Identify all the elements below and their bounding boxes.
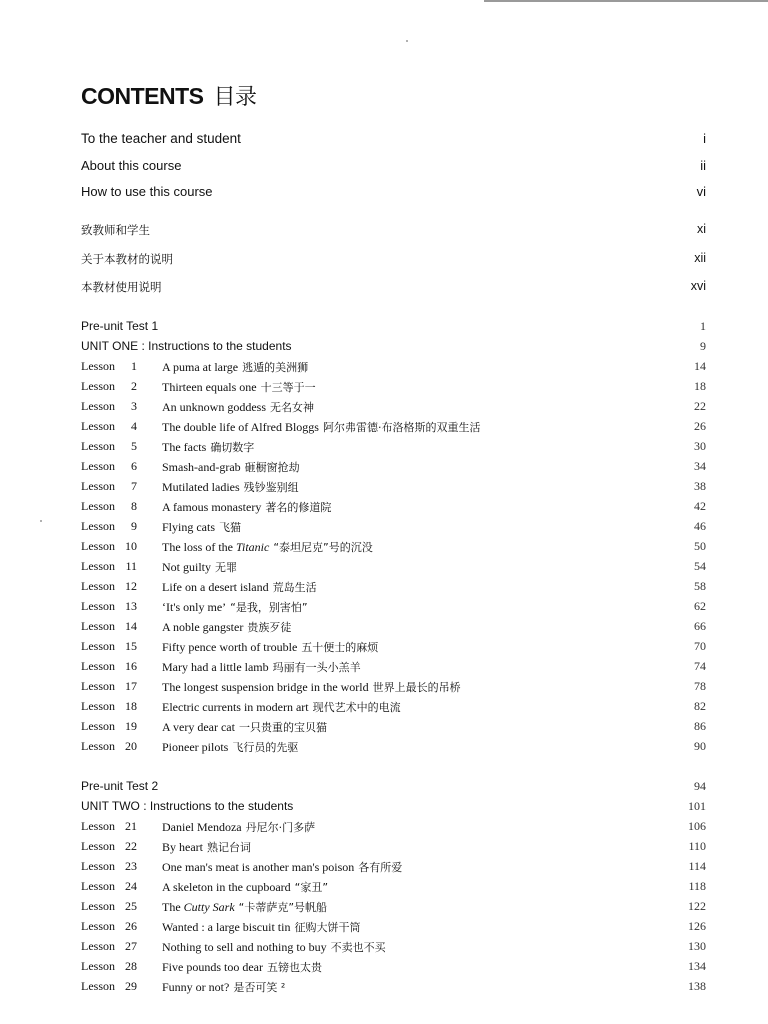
lesson-label (81, 899, 137, 914)
entry-page: xi (696, 222, 706, 236)
lesson-word: Lesson (81, 959, 115, 973)
entry-title: UNIT ONE : Instructions to the students (81, 339, 292, 353)
lesson-title-chinese: 十三等于一 (260, 381, 316, 394)
entry-page: vi (696, 184, 706, 199)
lesson-row-1[interactable] (81, 359, 706, 379)
lesson-title (162, 859, 402, 875)
lesson-title (162, 819, 315, 835)
lesson-title-chinese: 一只贵重的宝贝猫 (238, 721, 327, 734)
lesson-page: 106 (688, 819, 706, 833)
lesson-word: Lesson (81, 939, 115, 953)
lesson-title-chinese: 征购大饼干筒 (294, 921, 361, 934)
lesson-word: Lesson (81, 359, 115, 373)
lesson-number: 13 (125, 599, 137, 613)
lesson-word: Lesson (81, 519, 115, 533)
lesson-word: Lesson (81, 659, 115, 673)
lesson-row-22[interactable] (81, 839, 706, 859)
entry-title: 致教师和学生 (81, 223, 150, 237)
lesson-number: 2 (131, 379, 137, 393)
entry-title: About this course (81, 158, 182, 173)
lesson-title-chinese: 残钞鉴别组 (243, 481, 299, 494)
lesson-title-chinese: 阿尔弗雷德·布洛格斯的双重生活 (322, 421, 481, 434)
lesson-title-english: One man's meat is another man's poison (162, 860, 355, 874)
lesson-page: 62 (694, 599, 706, 613)
lesson-title-english: Thirteen equals one (162, 380, 257, 394)
lesson-label (81, 499, 137, 514)
lesson-title (162, 499, 331, 515)
lesson-title-chinese: 五镑也太贵 (267, 961, 322, 974)
toc-entry-teacher-student[interactable] (81, 131, 706, 151)
lesson-title-english: Fifty pence worth of trouble (162, 640, 298, 654)
lesson-number: 18 (125, 699, 137, 713)
lesson-title-chinese: 现代艺术中的电流 (312, 701, 401, 714)
lesson-title (162, 899, 327, 915)
lesson-page: 66 (694, 619, 706, 633)
lesson-title-english-prefix: The loss of the (162, 540, 236, 554)
lesson-row-26[interactable] (81, 919, 706, 939)
lesson-title-english: The double life of Alfred Bloggs (162, 420, 319, 434)
lesson-number: 11 (125, 559, 137, 573)
lesson-title (162, 539, 373, 555)
lesson-number: 6 (131, 459, 137, 473)
lesson-page: 126 (688, 919, 706, 933)
entry-page: i (703, 131, 706, 146)
lesson-title-english: Not guilty (162, 560, 212, 574)
lesson-title-english: Pioneer pilots (162, 740, 229, 754)
lesson-row-24[interactable] (81, 879, 706, 899)
lesson-word: Lesson (81, 419, 115, 433)
lesson-title-english-italic: Titanic (236, 540, 270, 554)
lesson-title-english: Wanted : a large biscuit tin (162, 920, 291, 934)
lesson-page: 86 (694, 719, 706, 733)
entry-page: xvi (690, 279, 706, 293)
lesson-number: 12 (125, 579, 137, 593)
lesson-word: Lesson (81, 899, 115, 913)
lesson-title-english: A skeleton in the cupboard (162, 880, 291, 894)
toc-entry-zh-teacher-student[interactable] (81, 222, 706, 242)
lesson-page: 78 (694, 679, 706, 693)
lesson-title-chinese: 荒岛生活 (272, 581, 317, 594)
lesson-title-chinese: 玛丽有一头小羔羊 (272, 661, 361, 674)
lesson-title-english: Smash-and-grab (162, 460, 241, 474)
lesson-title-chinese: 各有所爱 (358, 861, 403, 874)
lesson-word: Lesson (81, 839, 115, 853)
toc-entry-unit-two[interactable] (81, 799, 706, 819)
lesson-title (162, 919, 360, 935)
lesson-label (81, 619, 137, 634)
lesson-word: Lesson (81, 819, 115, 833)
lesson-row-13[interactable] (81, 599, 706, 619)
lesson-title (162, 479, 299, 495)
lesson-label (81, 399, 137, 414)
lesson-title-chinese: “家丑” (294, 881, 329, 894)
lesson-row-27[interactable] (81, 939, 706, 959)
title-english: CONTENTS (81, 83, 204, 109)
lesson-word: Lesson (81, 679, 115, 693)
lesson-row-12[interactable] (81, 579, 706, 599)
lesson-title (162, 659, 361, 675)
lesson-page: 22 (694, 399, 706, 413)
lesson-number: 3 (131, 399, 137, 413)
lesson-title-english: Mary had a little lamb (162, 660, 269, 674)
entry-page: 94 (694, 779, 706, 793)
lesson-page: 138 (688, 979, 706, 993)
lesson-page: 38 (694, 479, 706, 493)
lesson-row-6[interactable] (81, 459, 706, 479)
lesson-number: 25 (125, 899, 137, 913)
page-title (81, 80, 257, 111)
lesson-word: Lesson (81, 599, 115, 613)
lesson-label (81, 579, 137, 594)
lesson-page: 110 (688, 839, 706, 853)
lesson-row-21[interactable] (81, 819, 706, 839)
lesson-page: 14 (694, 359, 706, 373)
lesson-page: 26 (694, 419, 706, 433)
lesson-title-chinese: 飞猫 (219, 521, 241, 534)
lesson-title-english: Electric currents in modern art (162, 700, 309, 714)
lesson-title (162, 599, 308, 615)
lesson-title (162, 359, 308, 375)
lesson-page: 130 (688, 939, 706, 953)
lesson-label (81, 559, 137, 574)
lesson-number: 20 (125, 739, 137, 753)
lesson-row-3[interactable] (81, 399, 706, 419)
lesson-label (81, 639, 137, 654)
lesson-row-17[interactable] (81, 679, 706, 699)
lesson-title-english: Nothing to sell and nothing to buy (162, 940, 327, 954)
lesson-title-english: A puma at large (162, 360, 239, 374)
lesson-title (162, 619, 291, 635)
lesson-label (81, 379, 137, 394)
lesson-title (162, 939, 386, 955)
lesson-title (162, 719, 327, 735)
lesson-number: 21 (125, 819, 137, 833)
lesson-number: 22 (125, 839, 137, 853)
lesson-row-25[interactable] (81, 899, 706, 919)
lesson-page: 114 (688, 859, 706, 873)
lesson-row-29[interactable] (81, 979, 706, 999)
lesson-title (162, 399, 314, 415)
lesson-title (162, 559, 237, 575)
lesson-number: 19 (125, 719, 137, 733)
entry-title: To the teacher and student (81, 131, 241, 146)
lesson-title-english: Funny or not? (162, 980, 230, 994)
lesson-label (81, 519, 137, 534)
lesson-number: 7 (131, 479, 137, 493)
lesson-row-9[interactable] (81, 519, 706, 539)
lesson-label (81, 739, 137, 754)
toc-entry-about-course[interactable] (81, 158, 706, 178)
lesson-row-8[interactable] (81, 499, 706, 519)
lesson-title-english: A noble gangster (162, 620, 244, 634)
lesson-title-chinese: 世界上最长的吊桥 (372, 681, 461, 694)
lesson-label (81, 979, 137, 994)
lesson-label (81, 699, 137, 714)
lesson-page: 30 (694, 439, 706, 453)
lesson-label (81, 459, 137, 474)
lesson-row-11[interactable] (81, 559, 706, 579)
lesson-title (162, 679, 461, 695)
lesson-label (81, 679, 137, 694)
lesson-title-chinese: 飞行员的先驱 (232, 741, 299, 754)
lesson-title-chinese: 无名女神 (270, 401, 314, 414)
lesson-title-english-prefix: The (162, 900, 184, 914)
lesson-title (162, 579, 317, 595)
lesson-title (162, 839, 251, 855)
lesson-number: 26 (125, 919, 137, 933)
lesson-number: 9 (131, 519, 137, 533)
lesson-number: 8 (131, 499, 137, 513)
lesson-label (81, 659, 137, 674)
lesson-title-english-italic: Cutty Sark (183, 900, 235, 914)
entry-title: Pre-unit Test 2 (81, 779, 159, 793)
entry-page: 101 (688, 799, 706, 813)
lesson-label (81, 719, 137, 734)
lesson-label (81, 839, 137, 854)
lesson-title (162, 519, 241, 535)
lesson-title-chinese: “是我，别害怕” (230, 601, 308, 614)
lesson-title-english: The longest suspension bridge in the world (162, 680, 369, 694)
lesson-word: Lesson (81, 879, 115, 893)
lesson-row-10[interactable] (81, 539, 706, 559)
lesson-title-chinese: “卡蒂萨克”号帆船 (238, 901, 328, 914)
lesson-page: 90 (694, 739, 706, 753)
entry-title: 关于本教材的说明 (81, 252, 173, 266)
lesson-row-5[interactable] (81, 439, 706, 459)
lesson-label (81, 919, 137, 934)
lesson-number: 23 (125, 859, 137, 873)
lesson-label (81, 939, 137, 954)
lesson-title-chinese: 砸橱窗抢劫 (244, 461, 300, 474)
lesson-word: Lesson (81, 579, 115, 593)
lesson-page: 42 (694, 499, 706, 513)
lesson-word: Lesson (81, 919, 115, 933)
lesson-label (81, 359, 137, 374)
lesson-label (81, 859, 137, 874)
lesson-title (162, 979, 285, 995)
lesson-title (162, 639, 378, 655)
lesson-title-chinese: 逃遁的美洲狮 (242, 361, 309, 374)
lesson-title-english: ‘It's only me’ (162, 600, 227, 614)
lesson-word: Lesson (81, 559, 115, 573)
toc-entry-zh-how-to-use[interactable] (81, 279, 706, 299)
entry-page: xii (694, 251, 706, 265)
entry-page: ii (700, 158, 706, 173)
lesson-title-english: Daniel Mendoza (162, 820, 242, 834)
lesson-number: 16 (125, 659, 137, 673)
lesson-row-15[interactable] (81, 639, 706, 659)
lesson-word: Lesson (81, 719, 115, 733)
lesson-number: 17 (125, 679, 137, 693)
lesson-number: 28 (125, 959, 137, 973)
lesson-row-7[interactable] (81, 479, 706, 499)
lesson-label (81, 479, 137, 494)
toc-entry-unit-one[interactable] (81, 339, 706, 359)
toc-entry-zh-about-course[interactable] (81, 251, 706, 271)
lesson-title-english (162, 540, 269, 554)
lesson-page: 82 (694, 699, 706, 713)
lesson-page: 122 (688, 899, 706, 913)
lesson-title-english: Five pounds too dear (162, 960, 263, 974)
title-chinese: 目录 (213, 85, 257, 110)
lesson-word: Lesson (81, 379, 115, 393)
lesson-page: 58 (694, 579, 706, 593)
lesson-title (162, 959, 322, 975)
lesson-row-20[interactable] (81, 739, 706, 759)
lesson-title-chinese: 五十便士的麻烦 (301, 641, 379, 654)
lesson-title-english: Life on a desert island (162, 580, 269, 594)
lesson-title-english: Mutilated ladies (162, 480, 240, 494)
entry-page: 9 (700, 339, 706, 353)
toc-entry-pre-unit-test-2[interactable] (81, 779, 706, 799)
lesson-row-19[interactable] (81, 719, 706, 739)
lesson-row-23[interactable] (81, 859, 706, 879)
entry-title: UNIT TWO : Instructions to the students (81, 799, 294, 813)
lesson-page: 18 (694, 379, 706, 393)
entry-title: Pre-unit Test 1 (81, 319, 159, 333)
lesson-label (81, 539, 137, 554)
lesson-title-chinese: 不卖也不买 (330, 941, 386, 954)
lesson-page: 54 (694, 559, 706, 573)
lesson-label (81, 599, 137, 614)
lesson-word: Lesson (81, 639, 115, 653)
lesson-label (81, 879, 137, 894)
lesson-number: 29 (125, 979, 137, 993)
lesson-title-english: The facts (162, 440, 207, 454)
lesson-page: 70 (694, 639, 706, 653)
lesson-title (162, 699, 401, 715)
lesson-word: Lesson (81, 859, 115, 873)
lesson-page: 118 (688, 879, 706, 893)
lesson-word: Lesson (81, 979, 115, 993)
lesson-page: 46 (694, 519, 706, 533)
lesson-row-2[interactable] (81, 379, 706, 399)
lesson-word: Lesson (81, 539, 115, 553)
lesson-title (162, 379, 316, 395)
lesson-word: Lesson (81, 619, 115, 633)
lesson-number: 5 (131, 439, 137, 453)
entry-title: 本教材使用说明 (81, 280, 162, 294)
lesson-number: 27 (125, 939, 137, 953)
toc-entry-pre-unit-test-1[interactable] (81, 319, 706, 339)
lesson-page: 134 (688, 959, 706, 973)
lesson-title-chinese: 丹尼尔·门多萨 (245, 821, 316, 834)
lesson-title-chinese: “泰坦尼克”号的沉没 (273, 541, 373, 554)
lesson-label (81, 819, 137, 834)
lesson-number: 15 (125, 639, 137, 653)
lesson-title-english: A famous monastery (162, 500, 262, 514)
lesson-row-16[interactable] (81, 659, 706, 679)
lesson-row-14[interactable] (81, 619, 706, 639)
lesson-page: 34 (694, 459, 706, 473)
lesson-page: 74 (694, 659, 706, 673)
lesson-row-28[interactable] (81, 959, 706, 979)
lesson-title-english: By heart (162, 840, 203, 854)
lesson-word: Lesson (81, 479, 115, 493)
lesson-word: Lesson (81, 499, 115, 513)
toc-entry-how-to-use[interactable] (81, 184, 706, 204)
lesson-page: 50 (694, 539, 706, 553)
lesson-title-english (162, 900, 235, 914)
lesson-number: 10 (125, 539, 137, 553)
lesson-word: Lesson (81, 459, 115, 473)
entry-title: How to use this course (81, 184, 213, 199)
lesson-title (162, 419, 480, 435)
lesson-word: Lesson (81, 399, 115, 413)
lesson-title-chinese: 是否可笑 ² (233, 981, 286, 994)
lesson-word: Lesson (81, 739, 115, 753)
lesson-number: 4 (131, 419, 137, 433)
lesson-title-english: Flying cats (162, 520, 215, 534)
lesson-row-4[interactable] (81, 419, 706, 439)
lesson-word: Lesson (81, 699, 115, 713)
lesson-label (81, 439, 137, 454)
lesson-number: 1 (131, 359, 137, 373)
lesson-title (162, 879, 328, 895)
entry-page: 1 (700, 319, 706, 333)
lesson-title-chinese: 无罪 (215, 561, 238, 574)
lesson-number: 24 (125, 879, 137, 893)
lesson-title-english: A very dear cat (162, 720, 235, 734)
lesson-title (162, 459, 300, 475)
lesson-title (162, 739, 298, 755)
lesson-number: 14 (125, 619, 137, 633)
lesson-title-chinese: 确切数字 (210, 441, 255, 454)
lesson-label (81, 959, 137, 974)
lesson-title-chinese: 熟记台词 (207, 841, 251, 854)
lesson-label (81, 419, 137, 434)
lesson-row-18[interactable] (81, 699, 706, 719)
lesson-title-chinese: 著名的修道院 (265, 501, 332, 514)
lesson-title (162, 439, 254, 455)
lesson-title-english: An unknown goddess (162, 400, 266, 414)
lesson-title-chinese: 贵族歹徒 (247, 621, 292, 634)
lesson-word: Lesson (81, 439, 115, 453)
